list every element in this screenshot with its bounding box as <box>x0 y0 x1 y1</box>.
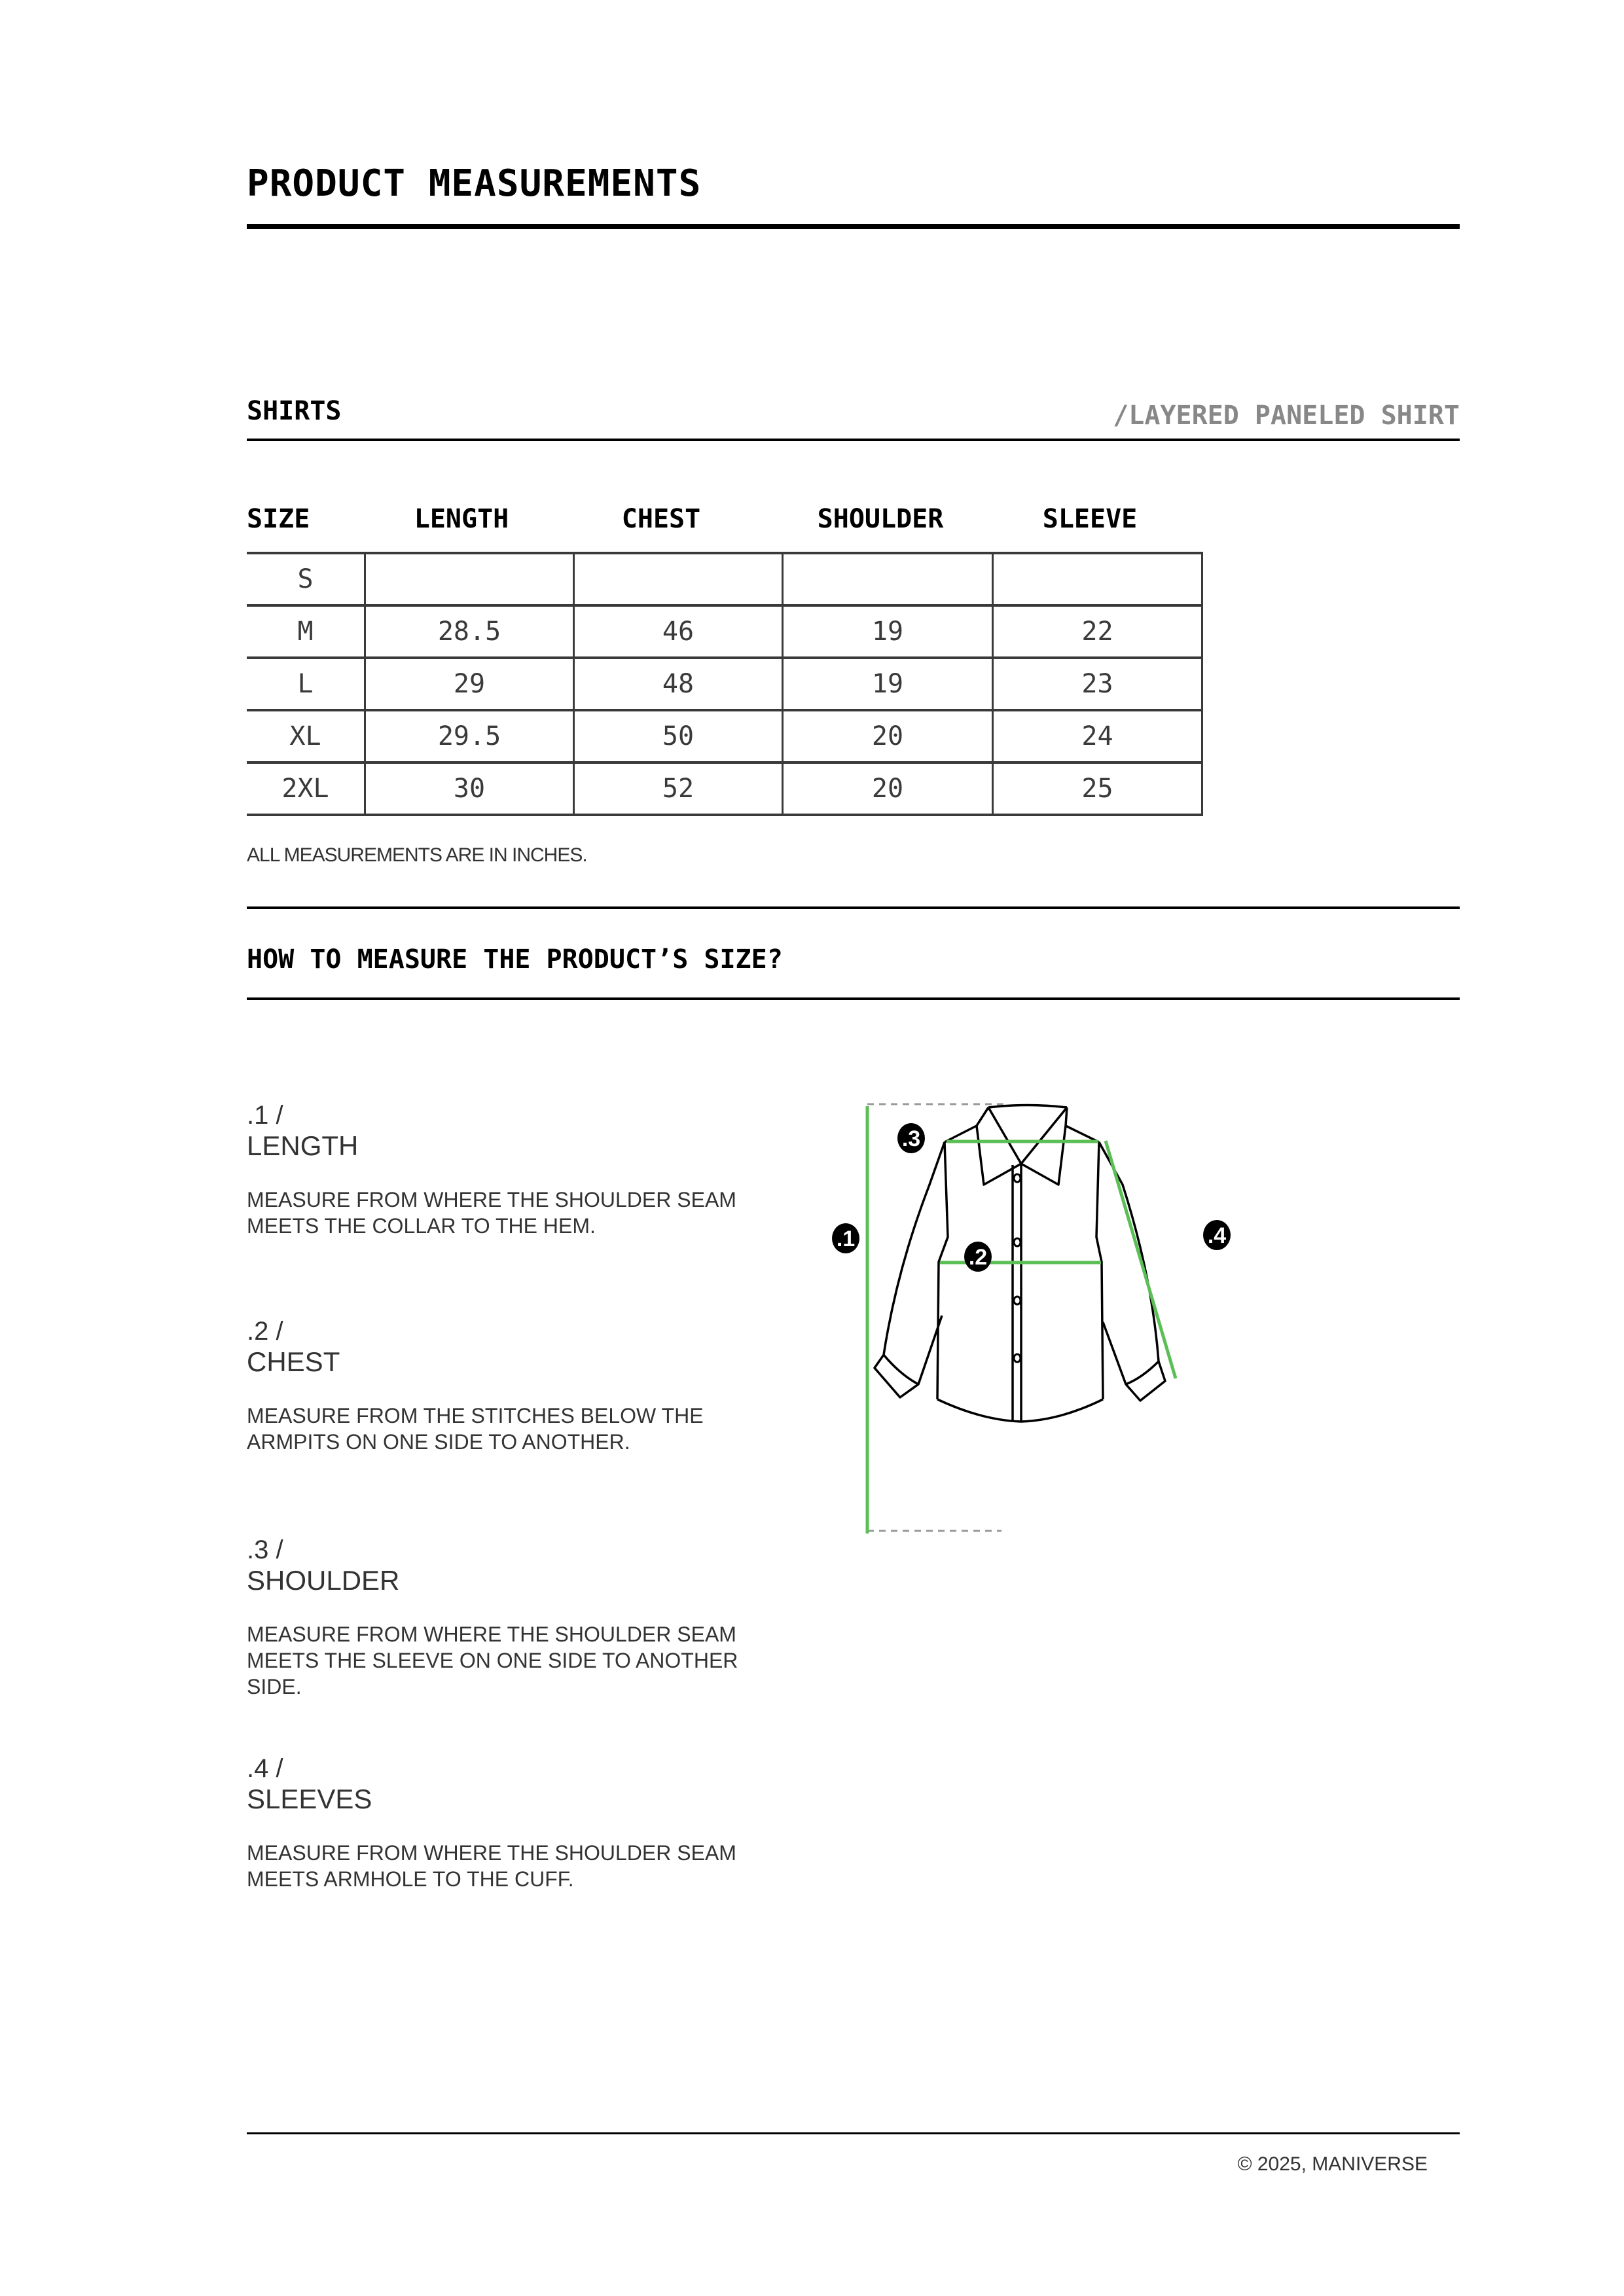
step-sleeves <box>247 1754 770 1892</box>
size-cell: M <box>247 605 365 658</box>
measurement-cell: 20 <box>783 762 993 815</box>
step-number: .2 / <box>247 1317 283 1346</box>
step-description: MEASURE FROM WHERE THE SHOULDER SEAM MEETS ARMHOLE TO THE CUFF. <box>247 1841 736 1891</box>
measurement-cell: 20 <box>783 710 993 762</box>
marker-sleeve <box>1203 1220 1231 1250</box>
measurement-cell: 50 <box>574 710 783 762</box>
measurement-cell: 28.5 <box>365 605 574 658</box>
table-row <box>247 710 1202 762</box>
step-number: .3 / <box>247 1535 283 1564</box>
how-to-top-divider <box>247 906 1460 909</box>
measurement-cell: 19 <box>783 658 993 710</box>
size-cell: XL <box>247 710 365 762</box>
section-divider <box>247 439 1460 441</box>
step-title: LENGTH <box>247 1130 359 1161</box>
step-shoulder <box>247 1535 770 1700</box>
step-number: .1 / <box>247 1101 283 1130</box>
measurement-cell: 22 <box>993 605 1202 658</box>
marker-label: .3 <box>901 1126 921 1151</box>
measurement-cell: 29.5 <box>365 710 574 762</box>
how-to-title: HOW TO MEASURE THE PRODUCT’S SIZE? <box>247 944 783 975</box>
measurement-cell: 24 <box>993 710 1202 762</box>
measurement-cell <box>993 553 1202 605</box>
step-chest <box>247 1317 770 1455</box>
column-header-shoulder: SHOULDER <box>817 504 944 534</box>
size-cell: S <box>247 553 365 605</box>
step-length <box>247 1101 770 1239</box>
product-name: /LAYERED PANELED SHIRT <box>1113 401 1460 431</box>
measurement-cell <box>574 553 783 605</box>
step-description: MEASURE FROM WHERE THE SHOULDER SEAM MEETS THE COLLAR TO THE HEM. <box>247 1188 736 1238</box>
button-icons <box>1014 1174 1020 1362</box>
column-header-size: SIZE <box>247 504 310 534</box>
page-title: PRODUCT MEASUREMENTS <box>247 162 702 205</box>
measurement-cell: 29 <box>365 658 574 710</box>
measurement-cell <box>365 553 574 605</box>
marker-label: .2 <box>968 1245 988 1270</box>
column-header-chest: CHEST <box>621 504 701 534</box>
size-cell: 2XL <box>247 762 365 815</box>
measurement-cell: 48 <box>574 658 783 710</box>
step-number: .4 / <box>247 1754 283 1783</box>
column-header-sleeve: SLEEVE <box>1042 504 1138 534</box>
footer-divider <box>247 2132 1460 2134</box>
shirt-measurement-diagram <box>825 1086 1447 1558</box>
table-row <box>247 658 1202 710</box>
measurement-cell: 46 <box>574 605 783 658</box>
marker-label: .4 <box>1207 1223 1227 1248</box>
step-title: CHEST <box>247 1346 340 1377</box>
measurement-cell: 52 <box>574 762 783 815</box>
table-row <box>247 605 1202 658</box>
marker-length <box>832 1223 859 1253</box>
measurement-cell: 19 <box>783 605 993 658</box>
step-title: SHOULDER <box>247 1565 400 1596</box>
table-row <box>247 553 1202 605</box>
column-header-length: LENGTH <box>414 504 509 534</box>
sleeve-measure-line <box>1106 1141 1176 1378</box>
size-table <box>247 552 1203 816</box>
measurement-cell <box>783 553 993 605</box>
header-divider <box>247 224 1460 229</box>
measurement-cell: 30 <box>365 762 574 815</box>
step-title: SLEEVES <box>247 1784 372 1814</box>
measurement-cell: 23 <box>993 658 1202 710</box>
marker-chest <box>964 1242 992 1272</box>
measurement-cell: 25 <box>993 762 1202 815</box>
step-description: MEASURE FROM THE STITCHES BELOW THE ARMPITS ON ONE SIDE TO ANOTHER. <box>247 1404 704 1454</box>
marker-shoulder <box>897 1123 925 1153</box>
how-to-bottom-divider <box>247 997 1460 1000</box>
step-description: MEASURE FROM WHERE THE SHOULDER SEAM MEETS THE SLEEVE ON ONE SIDE TO ANOTHER SIDE. <box>247 1623 738 1698</box>
size-cell: L <box>247 658 365 710</box>
category-label: SHIRTS <box>247 396 342 426</box>
table-row <box>247 762 1202 815</box>
copyright-text: © 2025, MANIVERSE <box>1237 2153 1428 2175</box>
marker-label: .1 <box>836 1227 856 1251</box>
units-note: ALL MEASUREMENTS ARE IN INCHES. <box>247 844 587 866</box>
